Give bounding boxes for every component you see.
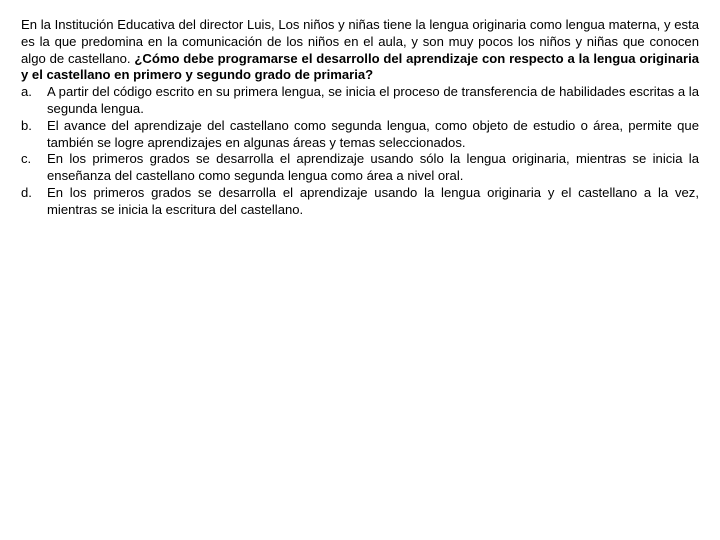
question-stem <box>21 17 699 84</box>
answer-options <box>21 84 699 218</box>
option-b <box>21 118 699 152</box>
option-a <box>21 84 699 118</box>
option-text: En los primeros grados se desarrolla el aprendizaje usando la lengua originaria y el castellano a la vez, mientras se inicia la escritura del castellano. <box>47 184 699 217</box>
option-d <box>21 185 699 219</box>
option-text: El avance del aprendizaje del castellano como segunda lengua, como objeto de estudio o área, permite que también se logre aprendizajes en algunas áreas y temas seleccionados. <box>47 117 699 150</box>
option-text: En los primeros grados se desarrolla el aprendizaje usando sólo la lengua originaria, mientras se inicia la enseñanza del castellano como segunda lengua como área a nivel oral. <box>47 151 699 184</box>
option-letter: b. <box>21 117 32 133</box>
question-text: ¿Cómo debe programarse el desarrollo del aprendizaje con respecto a la lengua originaria y el castellano en primero y segundo grado de primaria? <box>21 50 699 83</box>
option-letter: d. <box>21 184 32 200</box>
stem-text: En la Institución Educativa del director Luis, Los niños y niñas tiene la lengua originaria como lengua materna, y esta es la que predomina en la comunicación de los niños en el aula, y son muy pocos los niños y niñas que conocen algo de castellano. <box>21 17 699 66</box>
option-letter: c. <box>21 151 32 167</box>
option-letter: a. <box>21 84 32 100</box>
question-block <box>21 17 699 219</box>
option-c <box>21 151 699 185</box>
option-text: A partir del código escrito en su primera lengua, se inicia el proceso de transferencia de habilidades escritas a la segunda lengua. <box>47 84 699 116</box>
